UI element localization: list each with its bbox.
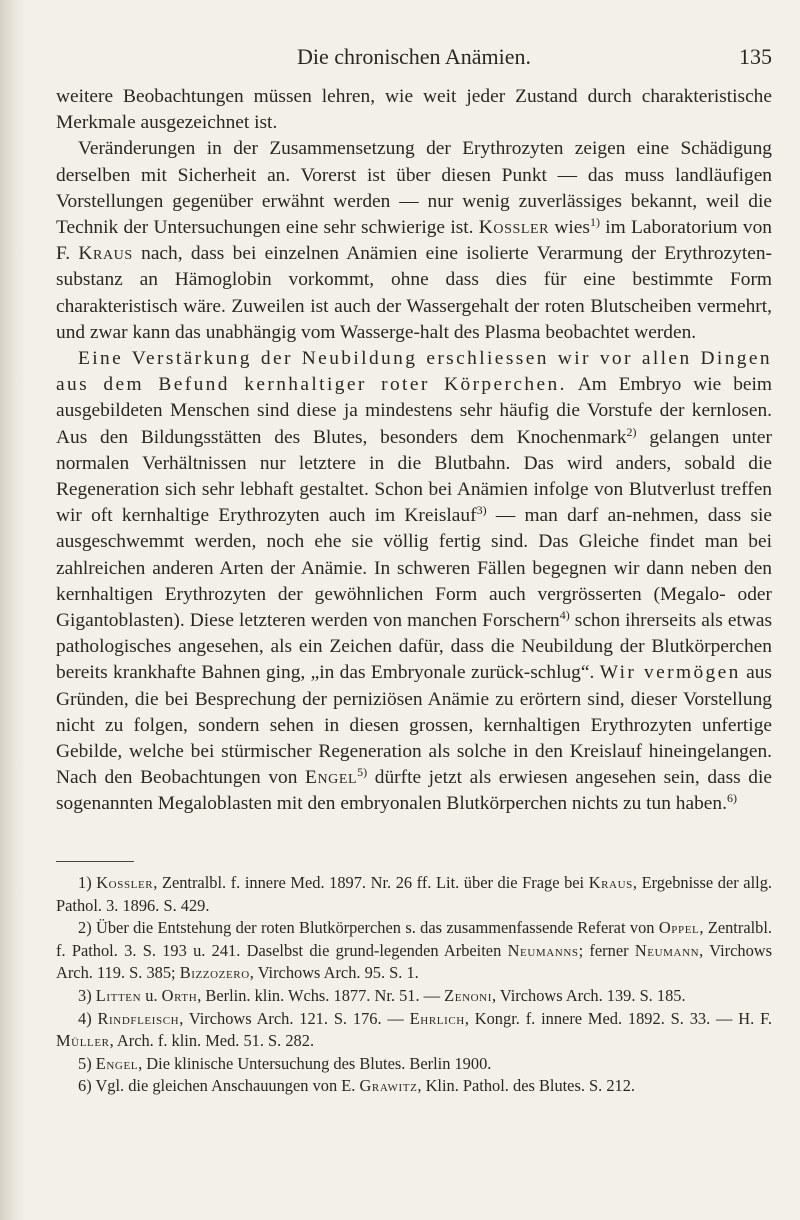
text-run: 5) [78, 1053, 96, 1073]
text-run: 4) [78, 1008, 98, 1028]
author-name: Zenoni [444, 985, 492, 1005]
text-run: 2) Über die Entstehung der roten Blutkörperchen s. das zusammenfassende Referat von [78, 918, 659, 938]
author-name: Ehrlich [409, 1008, 465, 1028]
text-run: , Virchows Arch. 119. S. 385; [56, 940, 773, 983]
author-name: Kossler [478, 217, 550, 239]
text-run: Am Embryo wie beim ausgebildeten Menschen sind diese ja mindestens sehr häufig die Vorstufe der kernlosen. Aus den Bildungsstätten des Blutes, besonders dem Knochenmark [56, 374, 772, 448]
author-name: Kraus [78, 243, 133, 265]
text-run: u. [141, 985, 162, 1005]
text-run: , Die klinische Untersuchung des Blutes. Berlin 1900. [138, 1053, 492, 1073]
footnote-reference: 4) [559, 608, 570, 623]
text-run: , Zentralbl. f. Pathol. 3. S. 193 u. 241. Daselbst die grund-legenden Arbeiten [56, 918, 772, 960]
footnote-reference: 1) [589, 215, 600, 230]
text-run: , Kongr. f. innere Med. 1892. S. 33. — H. F. [464, 1008, 772, 1028]
footnote-reference: 5) [357, 765, 368, 780]
author-name: Kossler [96, 873, 154, 892]
text-run: schon ihrerseits als etwas pathologisches angesehen, als ein Zeichen dafür, dass die Neubildung der Blutkörperchen bereits krankhafte Bahnen ging, „in das Embryonale zurück-schlug“. [56, 610, 772, 684]
text-run: 3) [78, 985, 96, 1005]
paragraph [56, 346, 772, 818]
text-run: , Virchows Arch. 139. S. 185. [491, 985, 686, 1005]
author-name: Bizzozero [179, 963, 250, 983]
text-run: 1) [78, 873, 97, 892]
footnote [56, 872, 772, 917]
text-run: nach, dass bei einzelnen Anämien eine isolierte Verarmung der Erythrozyten-substanz an Hämoglobin vorkommt, ohne dass dies für eine bestimmte Form charakteristisch wäre. Zuweilen ist auch der Wassergehalt der roten Blutscheiben vermehrt, und zwar kann das unabhängig vom Wasserge-halt des Plasma beobachtet werden. [56, 243, 772, 343]
footnote-reference: 3) [476, 503, 487, 518]
footnotes [56, 872, 772, 1098]
spaced-emphasis: Eine Verstärkung der Neubildung erschliessen wir vor allen Dingen aus dem Befund kernhaltiger roter Körperchen. [56, 348, 772, 396]
text-run: , Arch. f. klin. Med. 51. S. 282. [109, 1031, 315, 1051]
page-number: 135 [739, 44, 772, 69]
main-text [56, 84, 772, 818]
text-run: im Laboratorium von F. [56, 217, 772, 265]
text-run: dürfte jetzt als erwiesen angesehen sein, dass die sogenannten Megaloblasten mit den embryonalen Blutkörperchen nichts zu tun haben. [56, 767, 772, 815]
author-name: Orth [161, 985, 198, 1005]
paragraph [56, 84, 772, 136]
text-run: 6) Vgl. die gleichen Anschauungen von E. [78, 1076, 360, 1096]
author-name: Neumann [634, 940, 700, 960]
text-run: gelangen unter normalen Verhältnissen nur letztere in die Blutbahn. Das wird anders, sobald die Regeneration sich sehr lebhaft gestaltet. Schon bei Anämien infolge von Blutverlust treffen wir oft kernhaltige Erythrozyten auch im Kreislauf [56, 426, 772, 527]
author-name: Oppel [658, 918, 700, 938]
page-edge-shadow [0, 0, 26, 1220]
text-run: Veränderungen in der Zusammensetzung der Erythrozyten zeigen eine Schädigung derselben mit Sicherheit an. Vorerst ist über diesen Punkt — das muss landläufigen Vorstellungen gegenüber erwähnt werden — nur wenig zuverlässiges bekannt, weil die Technik der Untersuchungen eine sehr schwierige ist. [56, 138, 772, 239]
text-run: wies [549, 217, 590, 239]
footnote [56, 917, 772, 985]
text-run: , Virchows Arch. 121. S. 176. — [179, 1008, 410, 1028]
text-run: weitere Beobachtungen müssen lehren, wie weit jeder Zustand durch charakteristische Merkmale ausgezeichnet ist. [56, 86, 772, 134]
text-run: , Zentralbl. f. innere Med. 1897. Nr. 26 ff. Lit. über die Frage bei [153, 873, 589, 892]
footnote [56, 1075, 772, 1098]
author-name: Müller [56, 1031, 110, 1051]
author-name: Engel [95, 1053, 139, 1073]
page-header [56, 44, 772, 78]
text-run: , Ergebnisse der allg. Pathol. 3. 1896. S. 429. [56, 873, 772, 915]
footnote [56, 1053, 772, 1076]
spaced-emphasis: Wir vermögen [599, 662, 741, 684]
footnote-reference: 2) [626, 424, 637, 439]
footnote [56, 985, 772, 1008]
text-run: ; ferner [578, 940, 635, 960]
text-run: — man darf an-nehmen, dass sie ausgeschwemmt werden, noch ehe sie völlig fertig sind. Das Gleiche findet man bei zahlreichen anderen Arten der Anämie. In schweren Fällen begegnen wir dann neben den kernhaltigen Erythrozyten der gewöhnlichen Form auch vergrösserten (Megalo- oder Gigantoblasten). Diese letzteren werden von manchen Forschern [56, 505, 773, 632]
text-run: aus Gründen, die bei Besprechung der perniziösen Anämie zu erörtern sind, dieser Vorstellung nicht zu folgen, sondern sehen in diesen grossen, kernhaltigen Erythrozyten unfertige Gebilde, welche bei stürmischer Regeneration als solche in den Kreislauf hineingelangen. Nach den Beobachtungen von [56, 662, 772, 789]
author-name: Rindfleisch [97, 1008, 180, 1028]
author-name: Grawitz [359, 1076, 418, 1096]
author-name: Engel [305, 767, 358, 789]
text-run: , Klin. Pathol. des Blutes. S. 212. [417, 1076, 636, 1096]
running-title: Die chronischen Anämien. [297, 44, 531, 69]
footnote-separator [56, 861, 134, 862]
text-run: , Virchows Arch. 95. S. 1. [249, 963, 419, 983]
author-name: Neumanns [507, 940, 579, 960]
author-name: Kraus [588, 873, 633, 892]
footnote-reference: 6) [726, 791, 737, 806]
paragraph [56, 136, 772, 346]
author-name: Litten [95, 985, 142, 1005]
text-run: , Berlin. klin. Wchs. 1877. Nr. 51. — [197, 985, 445, 1005]
footnote [56, 1008, 772, 1053]
